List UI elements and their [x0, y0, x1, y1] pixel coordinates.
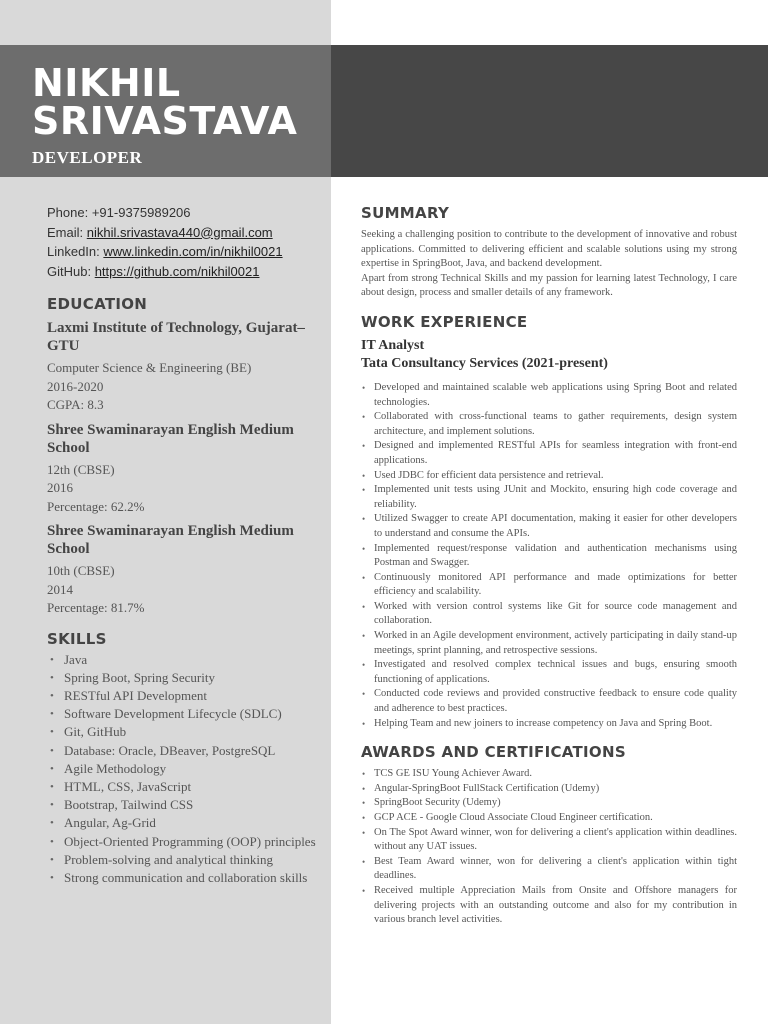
education-entry: [47, 319, 329, 415]
education-grade: Percentage: 81.7%: [47, 600, 145, 615]
education-years: 2014: [47, 581, 73, 597]
linkedin-label: LinkedIn:: [47, 244, 100, 259]
work-experience-heading: WORK EXPERIENCE: [361, 312, 528, 331]
github-link[interactable]: https://github.com/nikhil0021: [94, 263, 260, 279]
education-details: [47, 359, 329, 415]
education-degree: Computer Science & Engineering (BE): [47, 360, 252, 375]
work-bullet: • Worked in an Agile development environment, actively participating in daily stand-up meetings, sprint planning, and retrospective sessions.: [361, 629, 737, 658]
work-bullet: • Conducted code reviews and provided constructive feedback to ensure code quality and adherence to best practices.: [361, 687, 737, 716]
skill-item: • Software Development Lifecycle (SDLC): [47, 705, 329, 723]
contact-phone: [47, 203, 329, 223]
contact-github: [47, 262, 329, 282]
phone-label: Phone:: [47, 205, 89, 220]
candidate-name: [32, 61, 298, 143]
skill-item: • Object-Oriented Programming (OOP) principles: [47, 833, 329, 851]
skill-item: • Database: Oracle, DBeaver, PostgreSQL: [47, 742, 329, 760]
skill-item: • Java: [47, 651, 329, 669]
skill-item: • Spring Boot, Spring Security: [47, 669, 329, 687]
work-bullet: • Investigated and resolved complex technical issues and bugs, ensuring smooth functioning of applications.: [361, 658, 737, 687]
award-item: • On The Spot Award winner, won for delivering a client's application within deadlines. without any UAT issues.: [361, 826, 737, 855]
skill-item: • Angular, Ag-Grid: [47, 814, 329, 832]
awards-heading: AWARDS AND CERTIFICATIONS: [361, 743, 626, 762]
work-bullet: • Used JDBC for efficient data persistence and retrieval.: [361, 469, 737, 484]
skill-item: • Bootstrap, Tailwind CSS: [47, 796, 329, 814]
award-item: • Received multiple Appreciation Mails from Onsite and Offshore managers for delivering projects with an outstanding outcome and also for my contribution in various branch level activities.: [361, 884, 737, 928]
skill-item: • Git, GitHub: [47, 723, 329, 741]
education-details: [47, 461, 329, 517]
award-item: • Best Team Award winner, won for delivering a client's application within tight deadlines.: [361, 855, 737, 884]
skills-list: [47, 651, 329, 888]
work-bullet: • Worked with version control systems like Git for source code management and collaboration.: [361, 600, 737, 629]
education-institution: Laxmi Institute of Technology, Gujarat–GTU: [47, 320, 305, 354]
award-item: • GCP ACE - Google Cloud Associate Cloud Engineer certification.: [361, 811, 737, 826]
header-right-band: [331, 45, 768, 177]
education-degree: 12th (CBSE): [47, 461, 115, 477]
phone-value: +91-9375989206: [91, 205, 191, 220]
work-bullet: • Utilized Swagger to create API documentation, making it easier for other developers to understand and consume the APIs.: [361, 512, 737, 541]
education-details: [47, 562, 329, 618]
last-name: SRIVASTAVA: [32, 99, 298, 143]
education-years: 2016-2020: [47, 378, 104, 394]
award-item: • TCS GE ISU Young Achiever Award.: [361, 767, 737, 782]
education-entry: [47, 421, 329, 517]
job-title: IT Analyst: [361, 337, 425, 353]
contact-email: [47, 223, 329, 243]
summary-heading: SUMMARY: [361, 204, 450, 222]
education-degree: 10th (CBSE): [47, 563, 115, 578]
work-bullet: • Designed and implemented RESTful APIs for seamless integration with front-end applications.: [361, 439, 737, 468]
contact-block: [47, 203, 329, 281]
work-bullet: • Implemented request/response validation and authentication mechanisms using Postman and Swagger.: [361, 542, 737, 571]
skill-item: • RESTful API Development: [47, 687, 329, 705]
right-column: [361, 204, 737, 928]
github-label: GitHub:: [47, 263, 92, 279]
work-bullets: [361, 381, 737, 731]
education-heading: EDUCATION: [47, 295, 148, 313]
contact-linkedin: [47, 242, 329, 262]
work-bullet: • Helping Team and new joiners to increase competency on Java and Spring Boot.: [361, 717, 737, 732]
education-years: 2016: [47, 480, 73, 495]
summary-paragraph: Apart from strong Technical Skills and my passion for learning latest Technology, I care about design, process and smaller details of any framework.: [361, 272, 737, 299]
left-column: [47, 203, 329, 887]
work-bullet: • Developed and maintained scalable web applications using Spring Boot and related technologies.: [361, 381, 737, 410]
education-institution: Shree Swaminarayan English Medium School: [47, 421, 294, 456]
work-bullet: • Collaborated with cross-functional teams to gather requirements, design system architecture, and implement solutions.: [361, 410, 737, 439]
work-bullet: • Implemented unit tests using JUnit and Mockito, ensuring high code coverage and reliability.: [361, 483, 737, 512]
education-institution: Shree Swaminarayan English Medium School: [47, 523, 294, 557]
skill-item: • Problem-solving and analytical thinking: [47, 851, 329, 869]
summary-paragraph: Seeking a challenging position to contribute to the development of innovative and robust applications. Committed to delivering efficient and scalable solutions using my strong expertise in SpringBoot, Java, and backend development.: [361, 229, 737, 270]
first-name: NIKHIL: [32, 61, 181, 105]
linkedin-link[interactable]: www.linkedin.com/in/nikhil0021: [103, 244, 283, 259]
awards-list: [361, 767, 737, 928]
education-grade: CGPA: 8.3: [47, 397, 104, 412]
award-item: • SpringBoot Security (Udemy): [361, 796, 737, 811]
summary-text: [361, 228, 737, 301]
education-grade: Percentage: 62.2%: [47, 498, 145, 514]
email-link[interactable]: nikhil.srivastava440@gmail.com: [86, 224, 273, 240]
skill-item: • HTML, CSS, JavaScript: [47, 778, 329, 796]
skill-item: • Strong communication and collaboration skills: [47, 869, 329, 887]
skill-item: • Agile Methodology: [47, 760, 329, 778]
work-bullet: • Continuously monitored API performance and made optimizations for better efficiency and scalability.: [361, 571, 737, 600]
award-item: • Angular-SpringBoot FullStack Certification (Udemy): [361, 782, 737, 797]
job-role: DEVELOPER: [32, 148, 143, 167]
education-entry: [47, 522, 329, 618]
job-company: Tata Consultancy Services (2021-present): [361, 355, 608, 371]
email-label: Email:: [47, 224, 84, 240]
skills-heading: SKILLS: [47, 629, 107, 648]
